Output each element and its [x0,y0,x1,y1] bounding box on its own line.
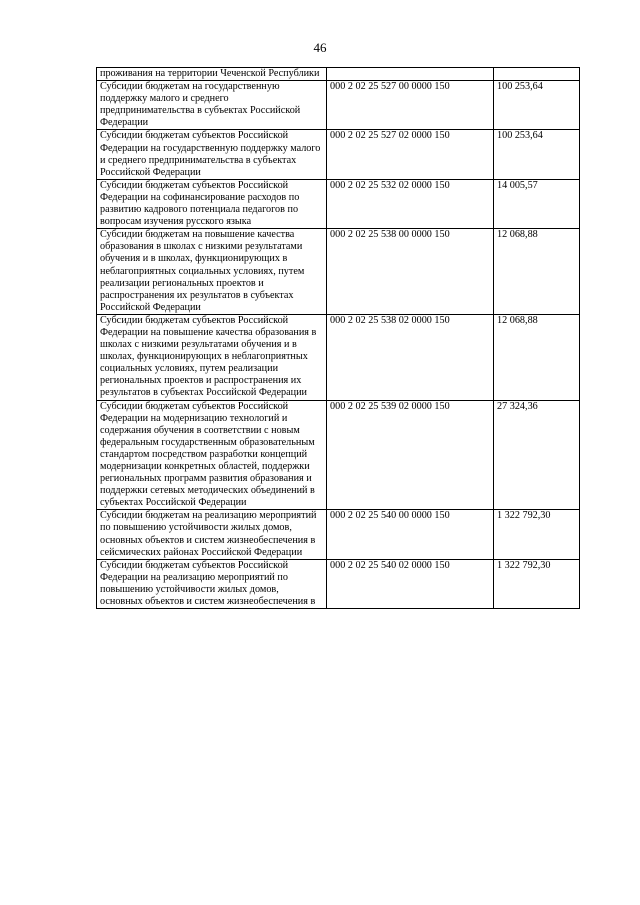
row-code: 000 2 02 25 540 00 0000 150 [330,510,450,522]
row-code: 000 2 02 25 538 00 0000 150 [330,229,450,241]
row-amount: 14 005,57 [497,179,538,191]
row-name-cell [97,130,327,179]
row-code-cell [327,81,494,130]
row-name-cell [97,68,327,81]
row-name: Субсидии бюджетам на государственную поддержку малого и среднего предпринимательства в субъектах Российской Федерации [100,81,301,129]
row-code: 000 2 02 25 539 02 0000 150 [330,400,450,412]
table-row [97,229,580,315]
table-row [97,179,580,228]
row-name: Субсидии бюджетам субъектов Российской Федерации на софинансирование расходов по развитию кадрового потенциала педагогов по вопросам изучения русского языка [100,179,300,228]
row-code-cell [327,314,494,400]
row-amount: 1 322 792,30 [497,559,551,571]
row-code-cell [327,400,494,510]
row-name: Субсидии бюджетам субъектов Российской Федерации на государственную поддержку малого и среднего предпринимательства в субъектах Российской Федерации [100,130,321,178]
row-name: Субсидии бюджетам на реализацию мероприятий по повышению устойчивости жилых домов, основных объектов и систем жизнеобеспечения в сейсмических районах Российской Федерации [100,510,317,558]
row-name-cell [97,179,327,228]
row-amount: 12 068,88 [497,314,538,326]
row-amount-cell [494,179,580,228]
row-amount-cell [494,229,580,315]
row-name: Субсидии бюджетам субъектов Российской Федерации на реализацию мероприятий по повышению устойчивости жилых домов, основных объектов и систем жизнеобеспечения в [100,559,316,608]
row-code-cell [327,510,494,559]
row-code-cell [327,559,494,608]
budget-revenue-table [96,67,580,609]
row-amount: 27 324,36 [497,400,538,412]
row-name: Субсидии бюджетам на повышение качества образования в школах с низкими результатами обучения и в школах, функционирующих в неблагоприятных социальных условиях, путем реализации региональных проектов и распространения их результатов в субъектах Российской Федерации [100,229,305,313]
row-name: Субсидии бюджетам субъектов Российской Федерации на модернизацию технологий и содержания обучения в соответствии с новым федеральным государственным образовательным стандартом посредством разработки концепций модернизации конкретных областей, поддержки региональных программ развития образования и поддержки сетевых методических объединений в субъектах Российской Федерации [100,400,315,509]
row-name-cell [97,229,327,315]
table-row [97,68,580,81]
table-row [97,510,580,559]
row-code: 000 2 02 25 540 02 0000 150 [330,559,450,571]
row-code-cell [327,68,494,81]
row-name-cell [97,400,327,510]
row-code: 000 2 02 25 527 02 0000 150 [330,130,450,142]
row-name-cell [97,510,327,559]
table-row [97,130,580,179]
row-amount-cell [494,68,580,81]
row-amount: 100 253,64 [497,81,543,93]
row-code: 000 2 02 25 527 00 0000 150 [330,81,450,93]
row-amount: 1 322 792,30 [497,510,551,522]
row-name-cell [97,314,327,400]
row-amount-cell [494,130,580,179]
row-name-cell [97,559,327,608]
row-amount-cell [494,81,580,130]
table-row [97,314,580,400]
row-amount-cell [494,314,580,400]
row-amount-cell [494,510,580,559]
row-amount: 12 068,88 [497,229,538,241]
row-code: 000 2 02 25 532 02 0000 150 [330,179,450,191]
table-row [97,400,580,510]
row-amount-cell [494,559,580,608]
row-code-cell [327,130,494,179]
row-amount-cell [494,400,580,510]
row-amount: 100 253,64 [497,130,543,142]
page-number: 46 [313,40,327,55]
table-row [97,559,580,608]
row-name: Субсидии бюджетам субъектов Российской Федерации на повышение качества образования в школах с низкими результатами обучения и в школах, функционирующих в неблагоприятных социальных условиях, путем реализации региональных проектов и распространения их результатов в субъектах Российской Федерации [100,314,317,399]
row-code-cell [327,179,494,228]
row-code: 000 2 02 25 538 02 0000 150 [330,314,450,326]
row-code-cell [327,229,494,315]
row-name-cell [97,81,327,130]
row-name: проживания на территории Чеченской Республики [100,68,320,79]
table-row [97,81,580,130]
